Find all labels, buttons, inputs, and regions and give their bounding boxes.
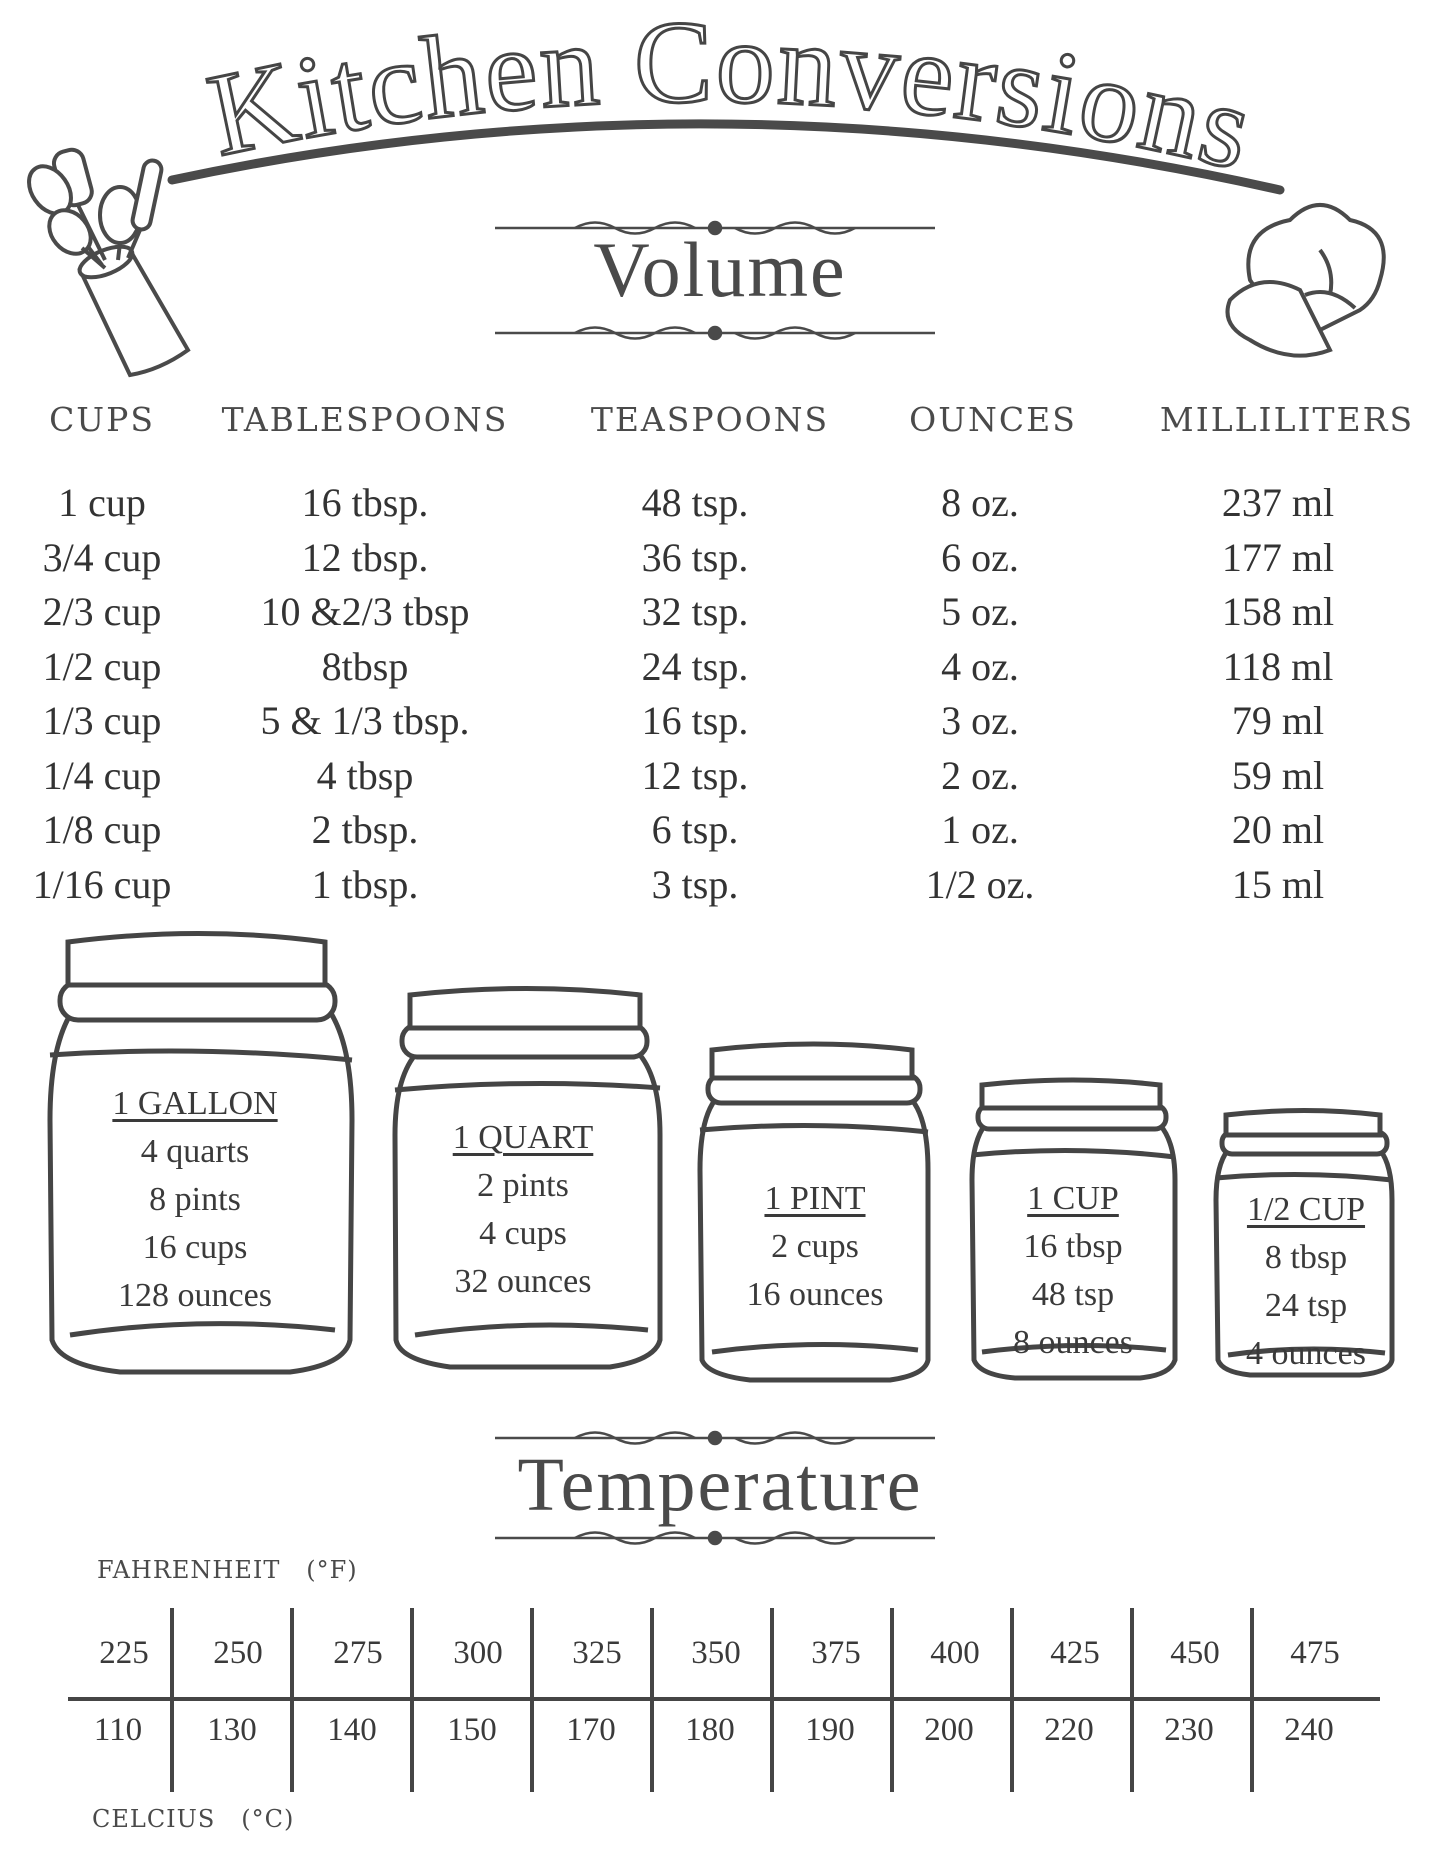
celsius-value: 150 xyxy=(447,1712,497,1748)
fahrenheit-value: 275 xyxy=(333,1635,383,1671)
jar-line: 32 ounces xyxy=(454,1263,592,1300)
jar-line: 4 quarts xyxy=(140,1133,250,1170)
fahrenheit-value: 450 xyxy=(1170,1635,1220,1671)
volume-cell: 2/3 cup xyxy=(42,589,162,634)
utensils-crock-icon xyxy=(10,120,200,380)
column-header-cups: CUPS xyxy=(49,400,155,439)
temperature-grid xyxy=(0,1600,1445,1800)
fahrenheit-value: 425 xyxy=(1050,1635,1100,1671)
half-cup-jar-label xyxy=(1246,1186,1366,1378)
volume-cell: 10 &2/3 tbsp xyxy=(260,589,470,634)
volume-cell: 12 tsp. xyxy=(641,752,749,798)
fahrenheit-value: 375 xyxy=(811,1635,861,1671)
jar-line: 8 pints xyxy=(149,1181,241,1218)
jar-heading: 1 GALLON xyxy=(112,1085,278,1122)
celsius-value: 230 xyxy=(1164,1712,1214,1748)
celsius-value: 190 xyxy=(805,1712,855,1748)
celsius-unit: (°C) xyxy=(241,1805,295,1833)
fahrenheit-value: 250 xyxy=(213,1635,263,1671)
volume-cell: 1 oz. xyxy=(941,807,1019,852)
jar-line: 24 tsp xyxy=(1264,1287,1348,1324)
volume-cell: 20 ml xyxy=(1231,807,1325,852)
volume-cell: 1/3 cup xyxy=(42,698,162,743)
jar-line: 16 cups xyxy=(142,1229,248,1266)
jar-line: 48 tsp xyxy=(1031,1276,1115,1313)
temperature-heading: Temperature xyxy=(517,1443,923,1527)
quart-jar-label xyxy=(453,1114,594,1306)
fahrenheit-value: 350 xyxy=(691,1635,741,1671)
fahrenheit-value: 225 xyxy=(99,1635,149,1671)
jar-heading: 1 CUP xyxy=(1027,1180,1119,1217)
jar-line: 2 cups xyxy=(771,1228,859,1265)
volume-cell: 36 tsp. xyxy=(641,534,749,580)
jar-line: 128 ounces xyxy=(118,1277,272,1314)
volume-cell: 4 tbsp xyxy=(316,752,414,798)
volume-cell: 237 ml xyxy=(1221,480,1335,525)
volume-cell: 1/8 cup xyxy=(42,807,162,852)
volume-cell: 8tbsp xyxy=(321,643,409,689)
jar-line: 4 ounces xyxy=(1246,1335,1366,1372)
volume-cell: 12 tbsp. xyxy=(301,534,429,580)
volume-cell: 15 ml xyxy=(1231,861,1325,907)
page-title xyxy=(150,8,1310,208)
flourish-divider xyxy=(495,320,935,346)
pint-jar-label xyxy=(747,1175,884,1319)
jar-line: 2 pints xyxy=(477,1167,569,1204)
fahrenheit-value: 475 xyxy=(1290,1635,1340,1671)
jar-line: 16 tbsp xyxy=(1023,1228,1123,1265)
volume-cell: 2 oz. xyxy=(941,752,1019,798)
volume-cell: 1/4 cup xyxy=(42,752,162,798)
volume-cell: 3 tsp. xyxy=(651,861,739,907)
celsius-value: 220 xyxy=(1044,1712,1094,1748)
fahrenheit-label-text: FAHRENHEIT xyxy=(97,1556,281,1584)
fahrenheit-value: 325 xyxy=(572,1635,622,1671)
volume-heading: Volume xyxy=(593,226,847,313)
jar-line: 4 cups xyxy=(479,1215,567,1252)
volume-cell: 118 ml xyxy=(1222,643,1334,689)
volume-cell: 6 tsp. xyxy=(651,807,739,852)
celsius-label xyxy=(92,1805,294,1833)
column-header-teaspoons: TEASPOONS xyxy=(590,400,830,439)
volume-cell: 2 tbsp. xyxy=(311,807,419,852)
volume-cell: 48 tsp. xyxy=(641,480,749,525)
volume-cell: 4 oz. xyxy=(941,643,1019,689)
svg-text:Kitchen Conversions xyxy=(198,8,1265,195)
fahrenheit-value: 300 xyxy=(453,1635,503,1671)
volume-cell: 1 cup xyxy=(58,480,146,525)
celsius-value: 140 xyxy=(327,1712,377,1748)
fahrenheit-value: 400 xyxy=(930,1635,980,1671)
volume-cell: 16 tsp. xyxy=(641,698,749,743)
volume-cell: 5 & 1/3 tbsp. xyxy=(260,698,470,743)
jar-line: 8 tbsp xyxy=(1264,1239,1348,1276)
volume-cell: 59 ml xyxy=(1231,752,1325,798)
celsius-value: 170 xyxy=(566,1712,616,1748)
volume-cell: 3 oz. xyxy=(941,698,1019,743)
flourish-divider xyxy=(495,1525,935,1551)
volume-cell: 24 tsp. xyxy=(641,643,749,689)
jar-heading: 1 QUART xyxy=(452,1119,594,1156)
chef-hat-icon xyxy=(1210,190,1400,365)
celsius-label-text: CELCIUS xyxy=(92,1805,216,1833)
volume-cell: 1 tbsp. xyxy=(311,861,419,907)
fahrenheit-unit: (°F) xyxy=(306,1556,358,1584)
volume-cell: 6 oz. xyxy=(941,534,1019,580)
celsius-value: 110 xyxy=(93,1712,143,1748)
jar-line: 8 ounces xyxy=(1013,1324,1133,1361)
gallon-jar-label xyxy=(112,1080,277,1320)
celsius-value: 130 xyxy=(207,1712,257,1748)
jar-heading: 1/2 CUP xyxy=(1246,1191,1366,1228)
column-header-ounces: OUNCES xyxy=(909,400,1077,439)
volume-cell: 79 ml xyxy=(1231,698,1325,743)
column-header-tablespoons: TABLESPOONS xyxy=(221,400,509,439)
volume-cell: 3/4 cup xyxy=(42,534,162,580)
volume-cell: 1/2 oz. xyxy=(925,861,1035,907)
page-title-text: Kitchen Conversions xyxy=(197,8,1266,196)
celsius-value: 200 xyxy=(924,1712,974,1748)
volume-cell: 177 ml xyxy=(1221,534,1335,580)
volume-cell: 1/16 cup xyxy=(32,861,172,907)
volume-cell: 5 oz. xyxy=(941,589,1019,634)
celsius-value: 240 xyxy=(1284,1712,1334,1748)
volume-cell: 158 ml xyxy=(1221,589,1335,634)
volume-cell: 8 oz. xyxy=(941,480,1019,525)
jar-line: 16 ounces xyxy=(746,1276,884,1313)
fahrenheit-label xyxy=(97,1556,358,1584)
volume-cell: 32 tsp. xyxy=(641,589,749,634)
cup-jar-label xyxy=(1013,1175,1133,1367)
column-header-milliliters: MILLILITERS xyxy=(1159,400,1415,439)
volume-cell: 16 tbsp. xyxy=(301,480,429,525)
celsius-value: 180 xyxy=(685,1712,735,1748)
volume-cell: 1/2 cup xyxy=(42,643,162,689)
jar-heading: 1 PINT xyxy=(764,1180,866,1217)
